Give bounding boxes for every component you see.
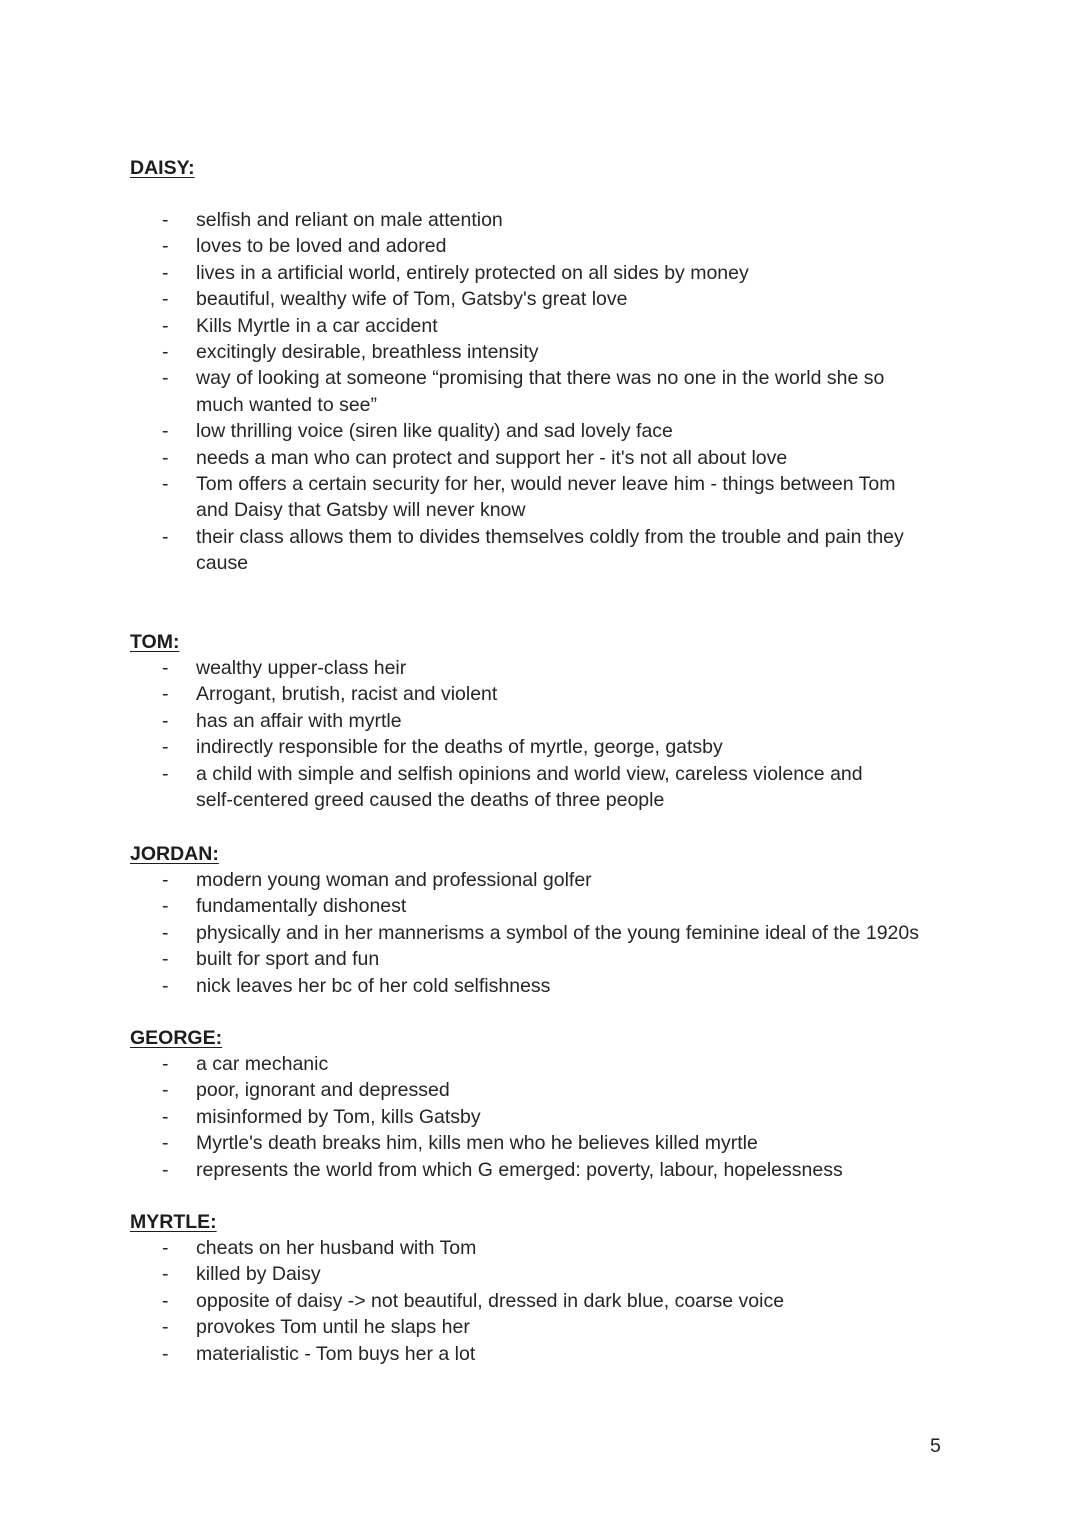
bullet-dash: -	[162, 709, 169, 732]
list-item-text: selfish and reliant on male attention	[196, 209, 503, 231]
bullet-dash: -	[162, 974, 169, 997]
list-item-text: way of looking at someone “promising that there was no one in the world she so much wanted to see”	[196, 367, 885, 416]
bullet-dash: -	[162, 948, 169, 971]
bullet-dash: -	[162, 1053, 169, 1075]
list-item-text: indirectly responsible for the deaths of myrtle, george, gatsby	[196, 736, 723, 759]
list-item-text: built for sport and fun	[196, 948, 380, 971]
bullet-dash: -	[162, 1342, 169, 1365]
list-item	[130, 761, 960, 814]
list-item	[130, 1157, 960, 1183]
list-item-text: has an affair with myrtle	[196, 709, 402, 732]
bullet-dash: -	[162, 1158, 169, 1181]
list-item-text: Arrogant, brutish, racist and violent	[196, 683, 498, 706]
bullet-dash: -	[162, 657, 169, 679]
section-heading: TOM:	[130, 631, 180, 653]
list-item	[130, 655, 960, 681]
bullet-dash: -	[162, 736, 169, 759]
section-daisy	[130, 155, 960, 577]
list-item	[130, 1077, 960, 1103]
list-item	[130, 524, 960, 577]
list-item	[130, 1104, 960, 1130]
list-item-text: materialistic - Tom buys her a lot	[196, 1342, 476, 1365]
bullet-dash: -	[162, 869, 169, 891]
bullet-list	[130, 207, 960, 577]
list-item	[130, 1288, 960, 1314]
bullet-dash: -	[162, 261, 169, 284]
section-heading: GEORGE:	[130, 1027, 223, 1049]
bullet-dash: -	[162, 1132, 169, 1155]
list-item-text: Kills Myrtle in a car accident	[196, 314, 438, 337]
bullet-dash: -	[162, 525, 169, 548]
list-item-text: lives in a artificial world, entirely protected on all sides by money	[196, 261, 749, 284]
list-item-text: beautiful, wealthy wife of Tom, Gatsby's great love	[196, 288, 628, 311]
bullet-list	[130, 867, 960, 999]
list-item-text: modern young woman and professional golfer	[196, 869, 592, 891]
bullet-dash: -	[162, 895, 169, 918]
bullet-dash: -	[162, 1316, 169, 1339]
page-number: 5	[930, 1435, 941, 1457]
list-item-text: low thrilling voice (siren like quality) and sad lovely face	[196, 420, 673, 443]
list-item	[130, 867, 960, 893]
list-item	[130, 286, 960, 312]
list-item	[130, 418, 960, 444]
list-item	[130, 1314, 960, 1340]
list-item-text: physically and in her mannerisms a symbol of the young feminine ideal of the 1920s	[196, 921, 919, 944]
section-heading: DAISY:	[130, 157, 195, 179]
bullet-dash: -	[162, 1079, 169, 1102]
bullet-dash: -	[162, 1105, 169, 1128]
bullet-dash: -	[162, 473, 169, 496]
list-item	[130, 339, 960, 365]
section-jordan	[130, 841, 960, 999]
list-item-text: misinformed by Tom, kills Gatsby	[196, 1105, 481, 1128]
list-item-text: provokes Tom until he slaps her	[196, 1316, 470, 1339]
bullet-dash: -	[162, 762, 169, 785]
bullet-dash: -	[162, 1263, 169, 1286]
bullet-dash: -	[162, 235, 169, 258]
bullet-list	[130, 1051, 960, 1183]
list-item	[130, 1261, 960, 1287]
section-tom	[130, 629, 960, 813]
bullet-dash: -	[162, 420, 169, 443]
bullet-dash: -	[162, 209, 169, 231]
list-item	[130, 445, 960, 471]
list-item	[130, 946, 960, 972]
bullet-dash: -	[162, 341, 169, 364]
list-item	[130, 260, 960, 286]
bullet-dash: -	[162, 1289, 169, 1312]
list-item-text: nick leaves her bc of her cold selfishness	[196, 974, 551, 997]
list-item-text: wealthy upper-class heir	[196, 657, 407, 679]
list-item-text: fundamentally dishonest	[196, 895, 407, 918]
section-heading: JORDAN:	[130, 843, 219, 865]
list-item	[130, 920, 960, 946]
list-item	[130, 365, 960, 418]
section-george	[130, 1025, 960, 1183]
list-item-text: Tom offers a certain security for her, would never leave him - things between Tom and Daisy that Gatsby will never know	[196, 473, 896, 522]
list-item-text: represents the world from which G emerged: poverty, labour, hopelessness	[196, 1158, 843, 1181]
list-item	[130, 313, 960, 339]
list-item-text: needs a man who can protect and support her - it's not all about love	[196, 446, 788, 469]
bullet-dash: -	[162, 1237, 169, 1259]
bullet-list	[130, 1235, 960, 1367]
list-item	[130, 1235, 960, 1261]
list-item-text: loves to be loved and adored	[196, 235, 447, 258]
bullet-list	[130, 655, 960, 813]
list-item-text: poor, ignorant and depressed	[196, 1079, 450, 1102]
list-item-text: their class allows them to divides themselves coldly from the trouble and pain they cause	[196, 525, 904, 575]
list-item-text: opposite of daisy -> not beautiful, dressed in dark blue, coarse voice	[196, 1289, 785, 1312]
bullet-dash: -	[162, 367, 169, 390]
list-item	[130, 681, 960, 707]
list-item	[130, 233, 960, 259]
list-item	[130, 1051, 960, 1077]
list-item-text: killed by Daisy	[196, 1263, 321, 1286]
list-item	[130, 708, 960, 734]
list-item	[130, 893, 960, 919]
list-item	[130, 973, 960, 999]
list-item	[130, 207, 960, 233]
list-item-text: a car mechanic	[196, 1053, 329, 1075]
list-item-text: a child with simple and selfish opinions and world view, careless violence and self-centered greed caused the deaths of three people	[196, 762, 863, 812]
list-item	[130, 734, 960, 760]
list-item-text: excitingly desirable, breathless intensity	[196, 341, 539, 364]
list-item	[130, 1341, 960, 1367]
section-heading: MYRTLE:	[130, 1211, 217, 1233]
bullet-dash: -	[162, 446, 169, 469]
bullet-dash: -	[162, 314, 169, 337]
list-item	[130, 1130, 960, 1156]
list-item-text: Myrtle's death breaks him, kills men who he believes killed myrtle	[196, 1132, 758, 1155]
bullet-dash: -	[162, 683, 169, 706]
section-myrtle	[130, 1209, 960, 1367]
list-item	[130, 471, 960, 524]
list-item-text: cheats on her husband with Tom	[196, 1237, 477, 1259]
bullet-dash: -	[162, 288, 169, 311]
bullet-dash: -	[162, 921, 169, 944]
